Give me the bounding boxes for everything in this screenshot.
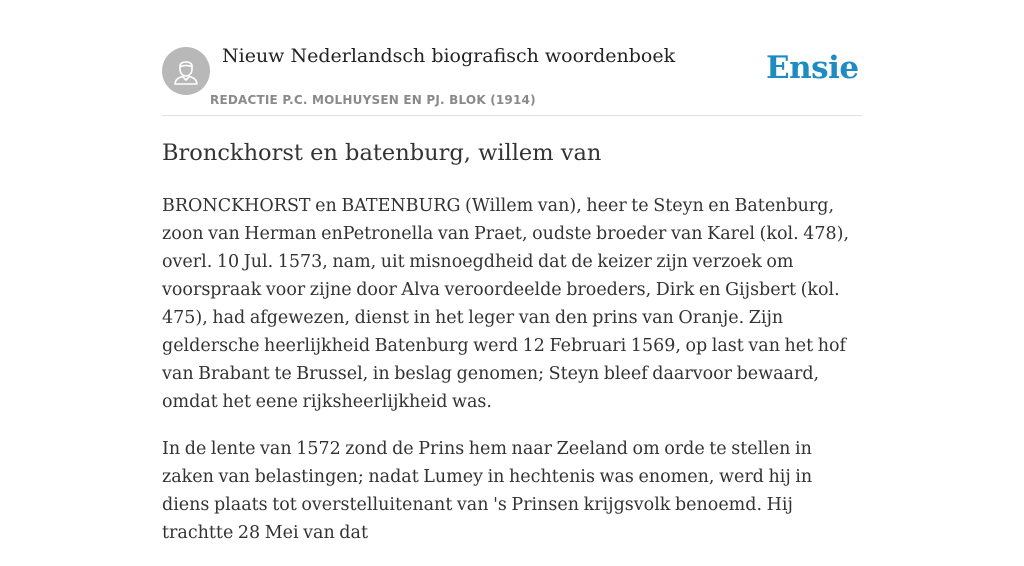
ensie-logo[interactable]: Ensie <box>766 50 859 86</box>
entry-paragraph: BRONCKHORST en BATENBURG (Willem van), heer te Steyn en Batenburg, zoon van Herman enPetronella van Praet, oudste broeder van Karel (kol. 478), overl. 10 Jul. 1573, nam, uit misnoegdheid dat de keizer zijn verzoek om voorspraak voor zijne door Alva veroordeelde broeders, Dirk en Gijsbert (kol. 475), had afgewezen, dienst in het leger van den prins van Oranje. Zijn geldersche heerlijkheid Batenburg werd 12 Februari 1569, op last van het hof van Brabant te Brussel, in beslag genomen; Steyn bleef daarvoor bewaard, omdat het eene rijksheerlijkheid was. <box>162 196 850 412</box>
user-avatar-icon <box>162 47 210 95</box>
entry-title: Bronckhorst en batenburg, willem van <box>162 140 602 166</box>
source-title[interactable]: Nieuw Nederlandsch biografisch woordenboek <box>222 45 676 67</box>
source-avatar[interactable] <box>162 47 210 95</box>
entry-body <box>162 192 862 566</box>
header-divider <box>162 115 862 116</box>
source-editors: REDACTIE P.C. MOLHUYSEN EN PJ. BLOK (1914) <box>210 93 536 107</box>
entry-paragraph: In de lente van 1572 zond de Prins hem naar Zeeland om orde te stellen in zaken van belastingen; nadat Lumey in hechtenis was enomen, werd hij in diens plaats tot overstelluitenant van 's Prinsen krijgsvolk benoemd. Hij trachtte 28 Mei van dat <box>162 439 813 543</box>
